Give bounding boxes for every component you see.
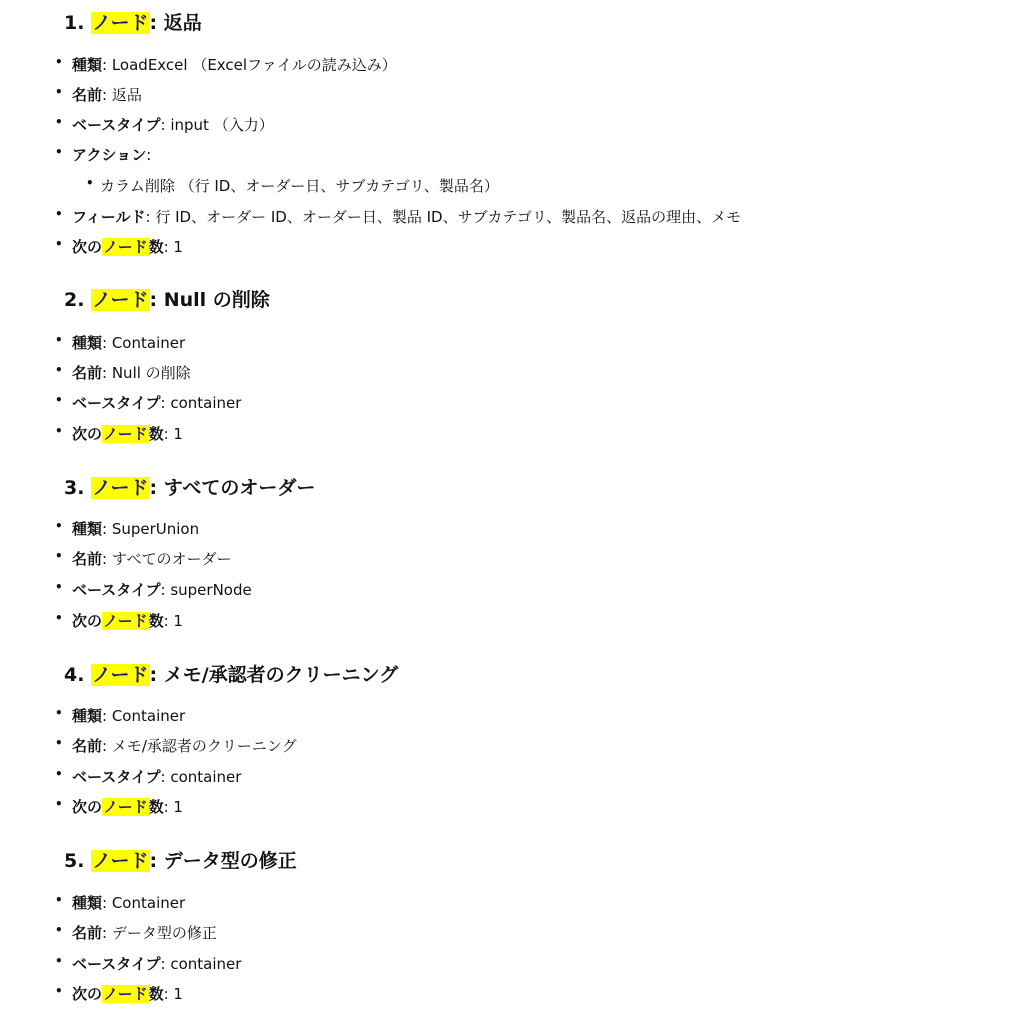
highlighted-term: ノード <box>103 985 148 1003</box>
highlighted-term: ノード <box>103 425 148 443</box>
bullet-icon: • <box>55 767 63 781</box>
bullet-icon: • <box>55 549 63 563</box>
bullet-icon: • <box>55 797 63 811</box>
bullet-icon: • <box>55 237 63 251</box>
section-heading: 1. ノード: 返品 <box>64 12 202 34</box>
bullet-icon: • <box>55 85 63 99</box>
bullet-icon: • <box>55 580 63 594</box>
highlighted-term: ノード <box>92 12 149 34</box>
highlighted-term: ノード <box>92 289 149 311</box>
highlighted-term: ノード <box>92 664 149 686</box>
bullet-icon: • <box>55 207 63 221</box>
bullet-icon: • <box>55 954 63 968</box>
bullet-icon: • <box>55 611 63 625</box>
highlighted-term: ノード <box>103 238 148 256</box>
highlighted-term: ノード <box>103 612 148 630</box>
bullet-icon: • <box>55 519 63 533</box>
bullet-icon: • <box>55 55 63 69</box>
bullet-icon: • <box>86 176 94 190</box>
bullet-icon: • <box>55 333 63 347</box>
document: 1. ノード: 返品 • 種類: LoadExcel （Excelファイルの読み込み） • 名前: 返品 • ベースタイプ: input （入力） • アクション: • カラム削除 （行 ID、オーダー日、サブカテゴリ、製品名） • フィールド: 行 ID、オーダー ID、オーダー日、製品 ID、サブカテゴリ、製品名、返品の理由、メモ • 次のノード数: 1 2. ノード: Null の削除 • 種類: Container • 名前: Null の削除 • ベースタイプ: container • 次のノード数: 1 3. ノード: すべてのオーダー • 種類: SuperUnion • 名前: すべてのオーダー • ベースタイプ: superNode • 次のノード数: 1 4. ノード: メモ/承認者のクリーニング • 種類: Container • 名前: メモ/承認者のクリーニング • ベースタイプ: container • 次のノード数: 1 5. ノード: データ型の修正 • 種類: Container • 名前: データ型の修正 • ベースタイプ: container • 次のノード数: 1 <box>0 0 1026 1026</box>
bullet-icon: • <box>55 706 63 720</box>
section-heading: 3. ノード: すべてのオーダー <box>64 477 316 499</box>
highlighted-term: ノード <box>92 477 149 499</box>
section-heading: 4. ノード: メモ/承認者のクリーニング <box>64 664 399 686</box>
section-heading: 5. ノード: データ型の修正 <box>64 850 297 872</box>
bullet-icon: • <box>55 736 63 750</box>
highlighted-term: ノード <box>92 850 149 872</box>
bullet-icon: • <box>55 115 63 129</box>
bullet-icon: • <box>55 393 63 407</box>
bullet-icon: • <box>55 984 63 998</box>
bullet-icon: • <box>55 923 63 937</box>
section-heading: 2. ノード: Null の削除 <box>64 289 270 311</box>
bullet-icon: • <box>55 363 63 377</box>
bullet-icon: • <box>55 893 63 907</box>
highlighted-term: ノード <box>103 798 148 816</box>
bullet-icon: • <box>55 145 63 159</box>
bullet-icon: • <box>55 424 63 438</box>
